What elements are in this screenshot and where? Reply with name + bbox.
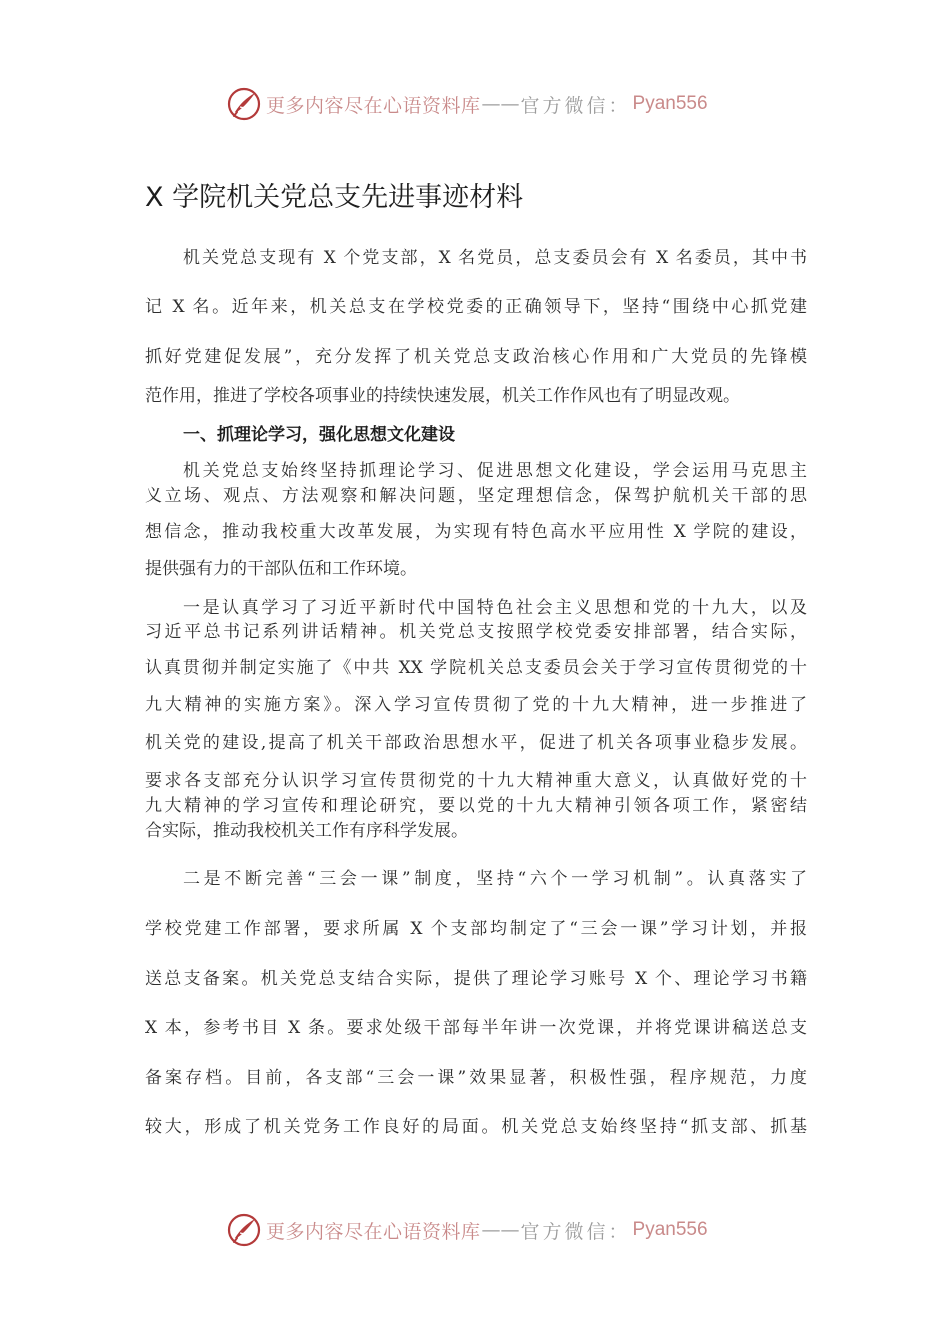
body-line: 九大精神的实施方案》。深入学习宣传贯彻了党的十九大精神，进一步推进了 (145, 695, 807, 715)
body-line: 想信念，推动我校重大改革发展，为实现有特色高水平应用性 X 学院的建设， (145, 522, 807, 542)
document-title: X 学院机关党总支先进事迹材料 (145, 182, 524, 213)
banner-wechat-id: Pyan556 (632, 1219, 708, 1240)
body-line: 习近平总书记系列讲话精神。机关党总支按照学校党委安排部署，结合实际， (145, 622, 807, 642)
body-line: 范作用，推进了学校各项事业的持续快速发展，机关工作作风也有了明显改观。 (145, 386, 740, 406)
banner-dash: —— (481, 93, 520, 115)
banner-main-text: 更多内容尽在心语资料库 (266, 1220, 481, 1243)
body-line: 学校党建工作部署，要求所属 X 个支部均制定了“三会一课”学习计划，并报 (145, 919, 807, 939)
banner-main-text: 更多内容尽在心语资料库 (266, 94, 481, 117)
body-line: 合实际，推动我校机关工作有序科学发展。 (145, 821, 468, 841)
body-line: 二是不断完善“三会一课”制度，坚持“六个一学习机制”。认真落实了 (183, 869, 807, 889)
body-line: 认真贯彻并制定实施了《中共 XX 学院机关总支委员会关于学习宣传贯彻党的十 (145, 658, 807, 678)
footer-watermark-banner (226, 1210, 708, 1250)
body-line: 机关党总支始终坚持抓理论学习、促进思想文化建设，学会运用马克思主 (183, 461, 807, 481)
body-line: 机关党的建设,提高了机关干部政治思想水平，促进了机关各项事业稳步发展。 (145, 733, 807, 753)
quill-logo-icon (226, 86, 262, 122)
body-line: 较大，形成了机关党务工作良好的局面。机关党总支始终坚持“抓支部、抓基 (145, 1117, 807, 1137)
body-line: 机关党总支现有 X 个党支部，X 名党员，总支委员会有 X 名委员，其中书 (183, 248, 807, 268)
body-line: 提供强有力的干部队伍和工作环境。 (145, 559, 417, 579)
body-line: 送总支备案。机关党总支结合实际，提供了理论学习账号 X 个、理论学习书籍 (145, 969, 807, 989)
body-line: X 本，参考书目 X 条。要求处级干部每半年讲一次党课，并将党课讲稿送总支 (145, 1018, 807, 1038)
body-line: 抓好党建促发展”，充分发挥了机关党总支政治核心作用和广大党员的先锋模 (145, 347, 807, 367)
body-line: 义立场、观点、方法观察和解决问题，坚定理想信念，保驾护航机关干部的思 (145, 486, 807, 506)
body-line: 记 X 名。近年来，机关总支在学校党委的正确领导下，坚持“围绕中心抓党建 (145, 297, 807, 317)
banner-wechat-label: 官方微信： (520, 1220, 631, 1243)
section-heading: 一、抓理论学习，强化思想文化建设 (183, 425, 455, 445)
banner-dash: —— (481, 1219, 520, 1241)
body-line: 要求各支部充分认识学习宣传贯彻党的十九大精神重大意义，认真做好党的十 (145, 771, 807, 791)
body-line: 备案存档。目前，各支部“三会一课”效果显著，积极性强，程序规范，力度 (145, 1068, 807, 1088)
header-watermark-banner (226, 84, 708, 124)
banner-wechat-id: Pyan556 (632, 93, 708, 114)
quill-logo-icon (226, 1212, 262, 1248)
banner-wechat-label: 官方微信： (520, 94, 631, 117)
body-line: 一是认真学习了习近平新时代中国特色社会主义思想和党的十九大，以及 (183, 598, 807, 618)
body-line: 九大精神的学习宣传和理论研究，要以党的十九大精神引领各项工作，紧密结 (145, 796, 807, 816)
